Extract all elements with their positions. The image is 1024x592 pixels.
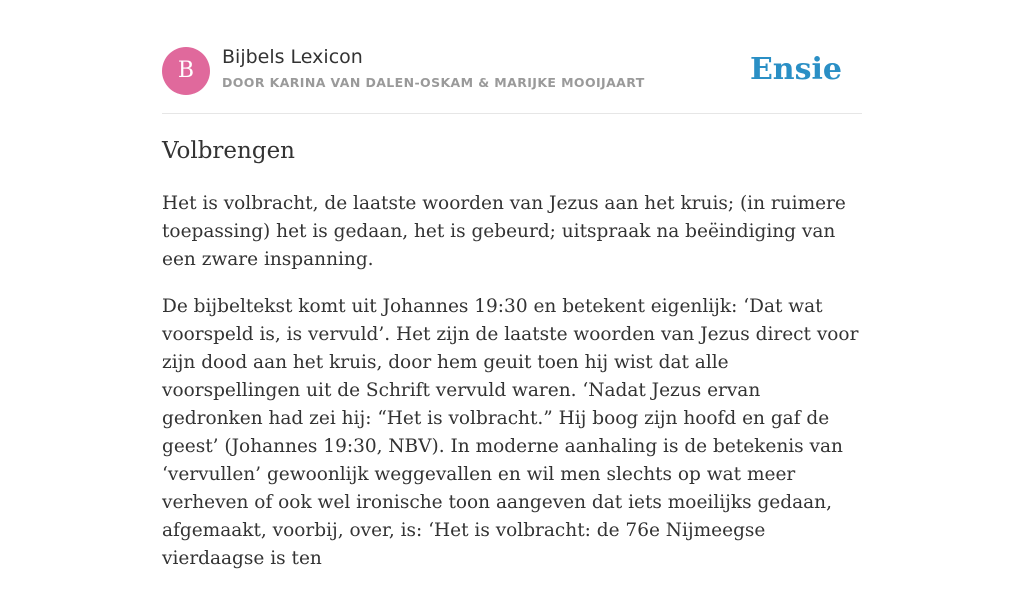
source-title-link[interactable]: Bijbels Lexicon: [222, 46, 363, 68]
source-avatar[interactable]: B: [162, 47, 210, 95]
entry-title: Volbrengen: [162, 138, 295, 164]
entry-paragraph-2: De bijbeltekst komt uit Johannes 19:30 en betekent eigenlijk: ‘Dat wat voorspeld is, is vervuld’. Het zijn de laatste woorden van Jezus direct voor zijn dood aan het kruis, door hem geuit toen hij wist dat alle voorspellingen uit de Schrift vervuld waren. ‘Nadat Jezus ervan gedronken had zei hij: “Het is volbracht.” Hij boog zijn hoofd en gaf de geest’ (Johannes 19:30, NBV). In moderne aanhaling is de betekenis van ‘vervullen’ gewoonlijk weggevallen en wil men slechts op wat meer verheven of ook wel ironische toon aangeven dat iets moeilijks gedaan, afgemaakt, voorbij, over, is: ‘Het is volbracht: de 76e Nijmeegse vierdaagse is ten: [162, 296, 859, 569]
source-author: DOOR KARINA VAN DALEN-OSKAM & MARIJKE MOOIJAART: [222, 75, 645, 90]
source-header: [162, 0, 862, 114]
page-container: [162, 0, 862, 569]
entry-body: [162, 190, 862, 592]
entry-paragraph-1: Het is volbracht, de laatste woorden van Jezus aan het kruis; (in ruimere toepassing) het is gedaan, het is gebeurd; uitspraak na beëindiging van een zware inspanning.: [162, 193, 846, 270]
ensie-logo[interactable]: Ensie: [749, 52, 842, 87]
